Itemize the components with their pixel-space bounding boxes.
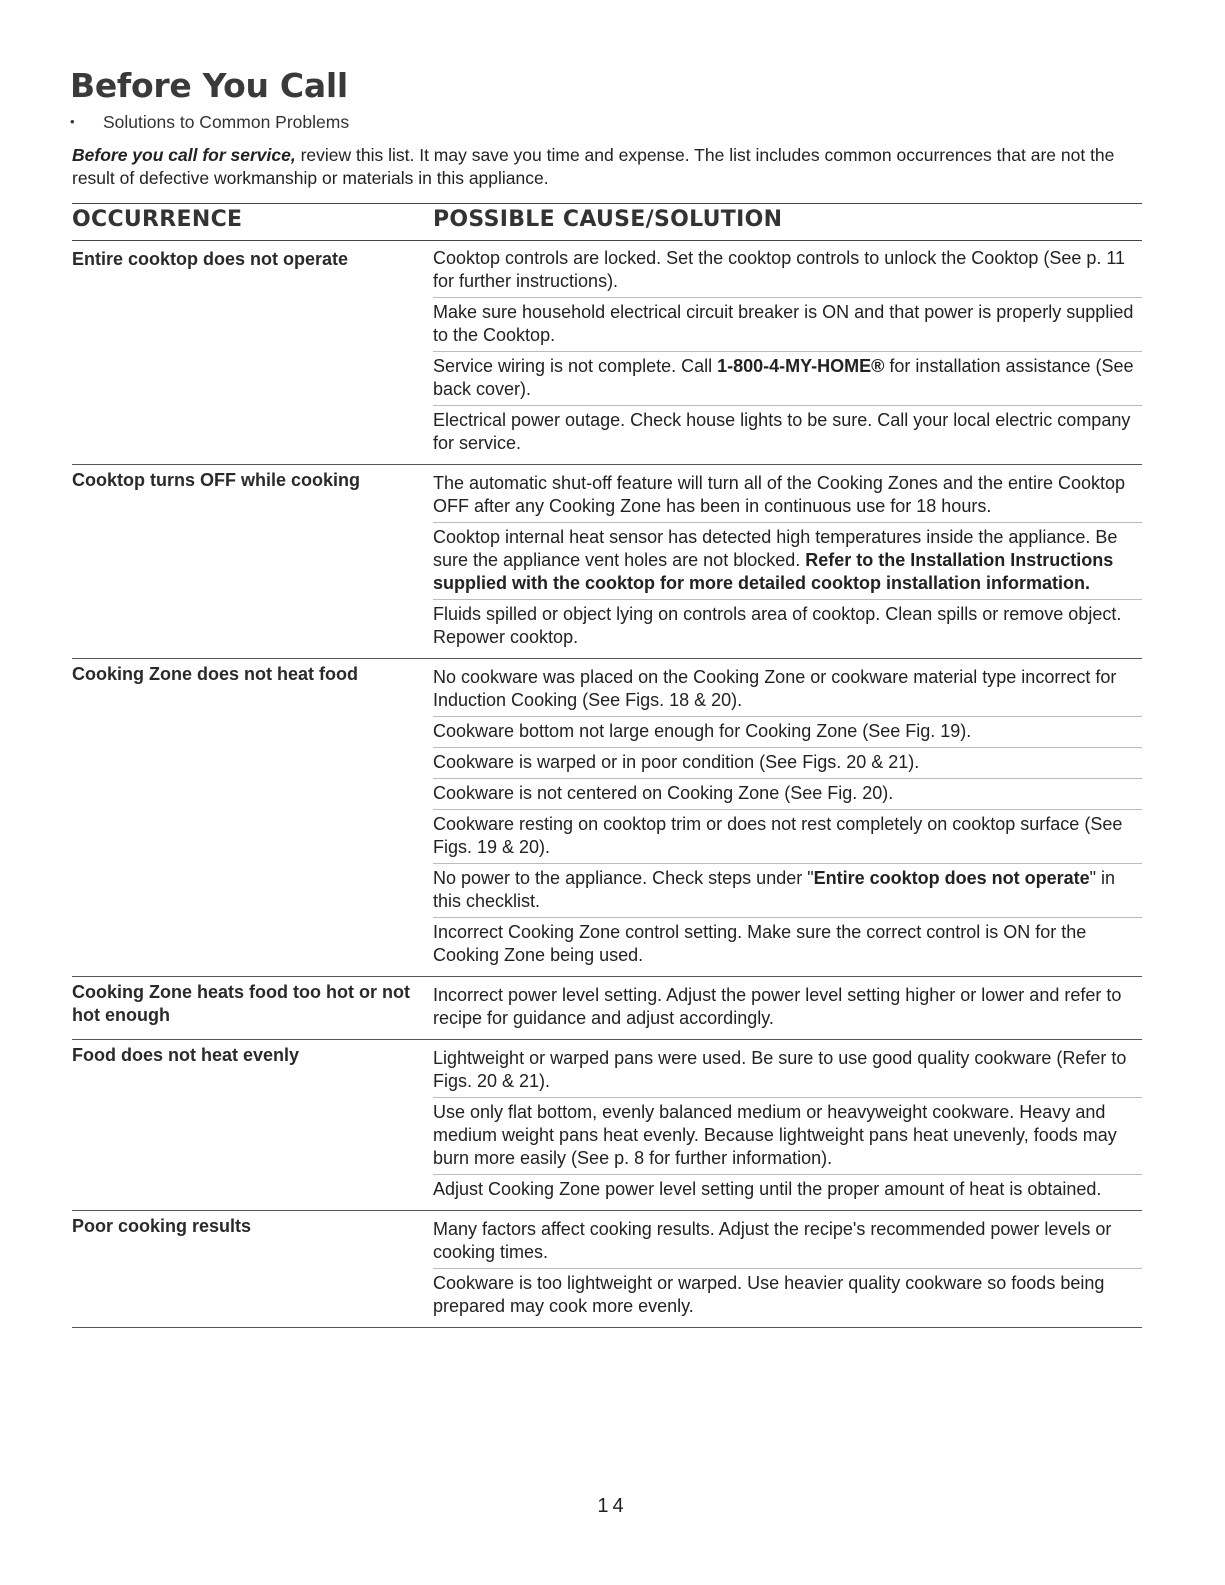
table-header [72, 203, 1142, 241]
header-solution: POSSIBLE CAUSE/SOLUTION [433, 207, 783, 232]
solution-item: Adjust Cooking Zone power level setting until the proper amount of heat is obtained. [433, 1179, 1102, 1199]
solution-text: for installation assistance (See back cover). [433, 356, 1134, 399]
solution-item: Many factors affect cooking results. Adjust the recipe's recommended power levels or cooking times. [433, 1215, 1142, 1269]
solution-cell [433, 465, 1142, 659]
solution-cell [433, 1040, 1142, 1211]
solution-item: Make sure household electrical circuit breaker is ON and that power is properly supplied to the Cooktop. [433, 298, 1142, 352]
solution-item: Use only flat bottom, evenly balanced medium or heavyweight cookware. Heavy and medium weight pans heat evenly. Because lightweight pans heat unevenly, foods may burn more easily (See p. 8 for further information). [433, 1098, 1142, 1175]
table-row [72, 244, 1142, 465]
phone-number: 1-800-4-MY-HOME® [717, 356, 885, 376]
intro-paragraph [72, 144, 1147, 190]
solution-item: Cookware is too lightweight or warped. Use heavier quality cookware so foods being prepared may cook more evenly. [433, 1273, 1105, 1316]
solution-text: Cooktop internal heat sensor has detected high temperatures inside the appliance. Be sure the appliance vent holes are not blocked. [433, 527, 1118, 570]
occurrence-label: Food does not heat evenly [72, 1045, 300, 1065]
solution-cell [433, 659, 1142, 977]
solution-bold-note: Refer to the Installation Instructions supplied with the cooktop for more detailed cooktop installation information. [433, 550, 1114, 593]
solution-item: Cookware resting on cooktop trim or does not rest completely on cooktop surface (See Figs. 19 & 20). [433, 810, 1142, 864]
solution-cell [433, 977, 1142, 1040]
solution-item: Incorrect power level setting. Adjust the power level setting higher or lower and refer to recipe for guidance and adjust accordingly. [433, 985, 1122, 1028]
solution-item [433, 864, 1142, 918]
solution-item: Cooktop controls are locked. Set the cooktop controls to unlock the Cooktop (See p. 11 for further instructions). [433, 244, 1142, 298]
solution-text: No power to the appliance. Check steps under " [433, 868, 814, 888]
solution-text: " in this checklist. [433, 868, 1116, 911]
solution-cell [433, 244, 1142, 465]
troubleshooting-table [72, 244, 1142, 1328]
solution-item: Cookware is warped or in poor condition (See Figs. 20 & 21). [433, 748, 1142, 779]
occurrence-label: Cooking Zone heats food too hot or not hot enough [72, 982, 410, 1025]
occurrence-label: Poor cooking results [72, 1216, 252, 1236]
solution-item: Lightweight or warped pans were used. Be sure to use good quality cookware (Refer to Figs. 20 & 21). [433, 1044, 1142, 1098]
solution-item: Electrical power outage. Check house lights to be sure. Call your local electric company for service. [433, 410, 1131, 453]
solution-cell [433, 1211, 1142, 1328]
solution-item: Incorrect Cooking Zone control setting. Make sure the correct control is ON for the Cooking Zone being used. [433, 922, 1087, 965]
solution-item [433, 523, 1142, 600]
table-row [72, 465, 1142, 659]
solution-text: Service wiring is not complete. Call [433, 356, 718, 376]
solution-item [433, 352, 1142, 406]
solution-item: The automatic shut-off feature will turn all of the Cooking Zones and the entire Cooktop OFF after any Cooking Zone has been in continuous use for 18 hours. [433, 469, 1142, 523]
occurrence-label: Entire cooktop does not operate [72, 249, 349, 269]
solution-item: Fluids spilled or object lying on controls area of cooktop. Clean spills or remove object. Repower cooktop. [433, 604, 1122, 647]
intro-lead: Before you call for service, [72, 145, 296, 165]
solution-item: Cookware is not centered on Cooking Zone (See Fig. 20). [433, 779, 1142, 810]
table-row [72, 659, 1142, 977]
bullet-icon: • [70, 114, 75, 129]
occurrence-label: Cooking Zone does not heat food [72, 664, 358, 684]
table-row [72, 1211, 1142, 1328]
page-title: Before You Call [70, 66, 348, 105]
table-row [72, 977, 1142, 1040]
solution-item: Cookware bottom not large enough for Cooking Zone (See Fig. 19). [433, 717, 1142, 748]
solution-bold-ref: Entire cooktop does not operate [813, 868, 1090, 888]
subtitle-bullet [70, 112, 349, 133]
subtitle: Solutions to Common Problems [103, 112, 350, 132]
solution-item: No cookware was placed on the Cooking Zone or cookware material type incorrect for Induction Cooking (See Figs. 18 & 20). [433, 663, 1142, 717]
table-row [72, 1040, 1142, 1211]
header-occurrence: OCCURRENCE [72, 207, 243, 232]
occurrence-label: Cooktop turns OFF while cooking [72, 470, 360, 490]
page-number: 14 [597, 1495, 628, 1517]
intro-text: review this list. It may save you time and expense. The list includes common occurrences that are not the result of defective workmanship or materials in this appliance. [72, 145, 1115, 188]
